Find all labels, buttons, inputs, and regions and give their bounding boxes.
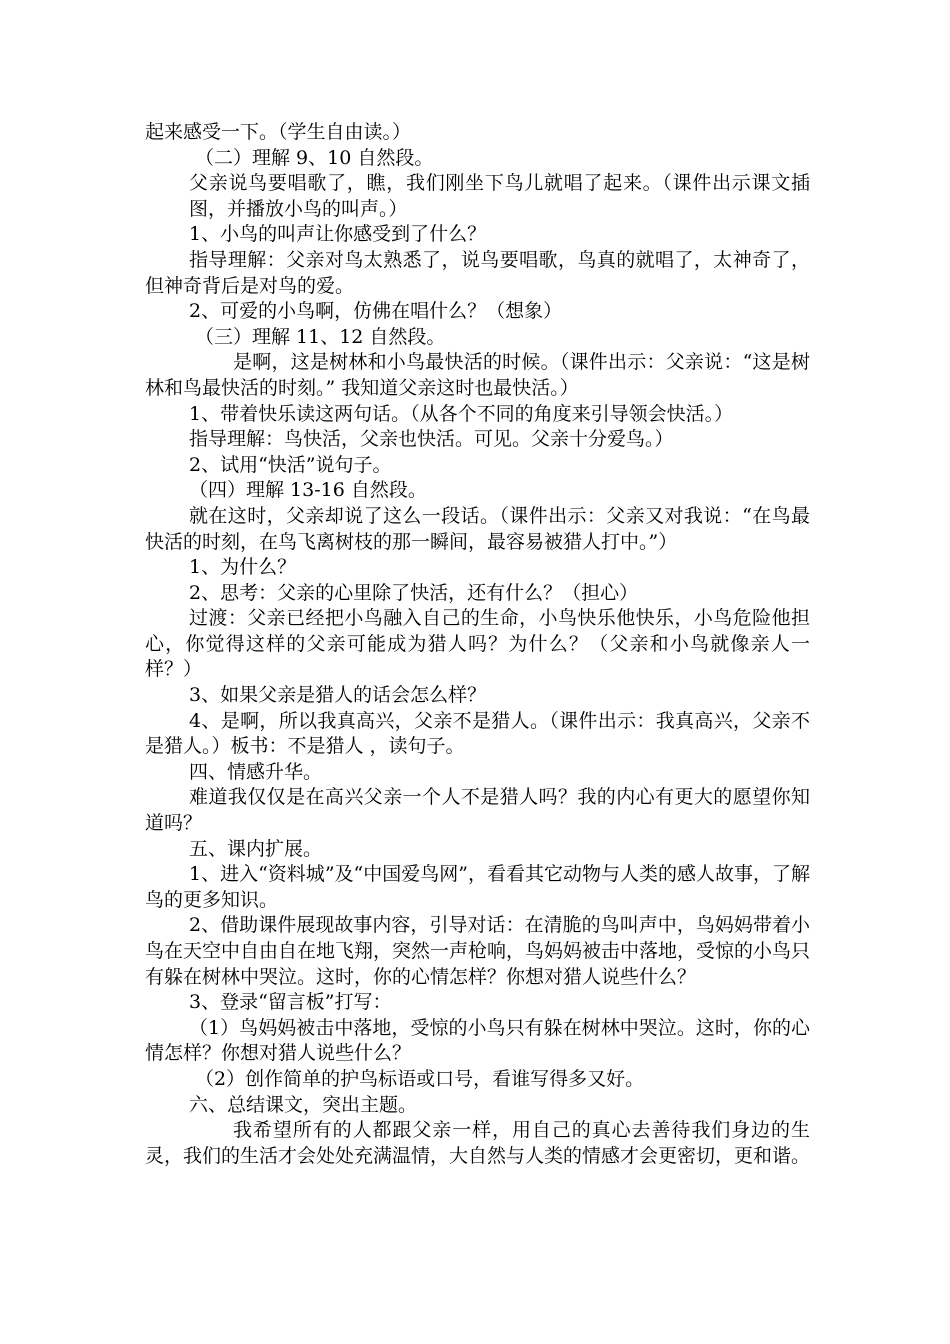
list-item: 3、如果父亲是猎人的话会怎么样？	[189, 684, 487, 707]
section-heading: 五、课内扩展。	[189, 837, 323, 860]
lesson-plan-text	[145, 120, 810, 1169]
list-item: 1、进入“资料城”及“中国爱鸟网”，看看其它动物与人类的感人故事，了解鸟的更多知识。	[145, 863, 810, 911]
paragraph: 我希望所有的人都跟父亲一样，用自己的真心去善待我们身边的生灵，我们的生活才会处处充满温情，大自然与人类的情感才会更密切，更和谐。	[145, 1119, 811, 1167]
list-item: 2、可爱的小鸟啊，仿佛在唱什么？（想象）	[189, 300, 563, 323]
list-item: （2）创作简单的护鸟标语或口号，看谁写得多又好。	[195, 1067, 645, 1090]
section-heading: 六、总结课文，突出主题。	[189, 1093, 418, 1116]
section-heading: （四）理解 13-16 自然段。	[189, 479, 427, 502]
list-item: 4、是啊，所以我真高兴，父亲不是猎人。（课件出示：我真高兴，父亲不是猎人。）板书：不是猎人 ，读句子。	[145, 709, 810, 758]
section-heading: （三）理解 11、12 自然段。	[195, 325, 446, 348]
paragraph: 是啊，这是树林和小鸟最快活的时候。（课件出示：父亲说：“这是树林和鸟最快活的时刻。” 我知道父亲这时也最快活。）	[145, 351, 810, 399]
section-heading: 四、情感升华。	[189, 760, 323, 783]
list-item: 2、借助课件展现故事内容，引导对话：在清脆的鸟叫声中，鸟妈妈带着小鸟在天空中自由自在地飞翔，突然一声枪响，鸟妈妈被击中落地，受惊的小鸟只有躲在树林中哭泣。这时，你的心情怎样？你想对猎人说些什么？	[145, 914, 811, 988]
list-item: 1、带着快乐读这两句话。（从各个不同的角度来引导领会快活。）	[189, 402, 734, 425]
list-item: （1）鸟妈妈被击中落地，受惊的小鸟只有躲在树林中哭泣。这时，你的心情怎样？你想对猎人说些什么？	[145, 1016, 810, 1065]
list-item: 2、试用“快活”说句子。	[189, 453, 392, 476]
paragraph: 父亲说鸟要唱歌了，瞧，我们刚坐下鸟儿就唱了起来。（课件出示课文插图，并播放小鸟的叫声。）	[189, 172, 810, 220]
paragraph: 过渡：父亲已经把小鸟融入自己的生命，小鸟快乐他快乐，小鸟危险他担心，你觉得这样的父亲可能成为猎人吗？为什么？（父亲和小鸟就像亲人一样？）	[145, 607, 810, 681]
list-item: 1、为什么？	[189, 556, 297, 579]
list-item: 2、思考：父亲的心里除了快活，还有什么？（担心）	[189, 581, 639, 604]
paragraph: 指导理解：父亲对鸟太熟悉了，说鸟要唱歌，鸟真的就唱了，太神奇了，但神奇背后是对鸟的爱。	[145, 248, 810, 297]
paragraph: 难道我仅仅是在高兴父亲一个人不是猎人吗？我的内心有更大的愿望你知道吗？	[145, 786, 810, 835]
paragraph: 就在这时，父亲却说了这么一段话。（课件出示：父亲又对我说：“在鸟最快活的时刻，在鸟飞离树枝的那一瞬间，最容易被猎人打中。”）	[145, 504, 810, 553]
paragraph: 指导理解：鸟快活，父亲也快活。可见。父亲十分爱鸟。）	[189, 428, 674, 451]
list-item: 3、登录“留言板”打写：	[189, 991, 392, 1014]
list-item: 1、小鸟的叫声让你感受到了什么？	[189, 223, 487, 246]
paragraph: 起来感受一下。（学生自由读。）	[145, 121, 412, 143]
section-heading: （二）理解 9、10 自然段。	[195, 146, 434, 169]
